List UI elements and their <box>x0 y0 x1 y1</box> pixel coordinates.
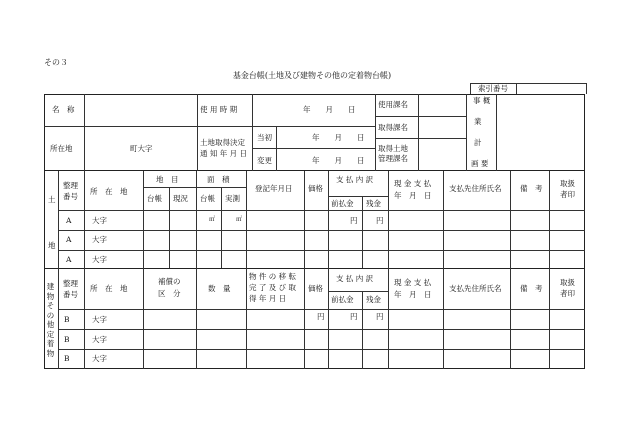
land-mgmt-label-2: 管理課名 <box>378 154 408 163</box>
building-col-compensation-2: 区 分 <box>158 289 181 298</box>
index-number-label: 索引番号 <box>478 84 508 93</box>
building-sub-remaining: 残金 <box>366 295 381 304</box>
building-sub-prepaid: 前払金 <box>331 295 354 304</box>
building-col-seq-2: 番号 <box>63 290 78 299</box>
land-unit-yen: 円 <box>350 216 358 225</box>
land-row-seq: A <box>66 216 72 225</box>
building-row-seq: B <box>64 315 70 324</box>
building-col-seq-1: 整理 <box>63 279 78 288</box>
land-unit-m2: ㎡ <box>236 216 243 223</box>
land-col-area: 面 積 <box>207 175 230 184</box>
change-date: 年 月 日 <box>312 156 365 165</box>
land-row-aza: 大字 <box>92 255 107 264</box>
building-col-payee: 支払先住所氏名 <box>449 284 502 293</box>
land-mgmt-label-1: 取得土地 <box>378 144 408 153</box>
building-row-aza: 大字 <box>92 315 107 324</box>
land-sub-prepaid: 前払金 <box>331 199 354 208</box>
building-col-cash-1: 現 金 支 払 <box>394 278 432 287</box>
building-col-compensation-1: 補償の <box>158 277 181 286</box>
land-col-payment: 支 払 内 訳 <box>336 175 374 184</box>
land-col-chimoku: 地 目 <box>156 175 179 184</box>
building-section-label: 建物その他定着物 <box>46 282 55 358</box>
land-row-aza: 大字 <box>92 235 107 244</box>
page-label: その３ <box>44 58 68 67</box>
decision-label-1: 土地取得決定 <box>200 138 245 147</box>
initial-date: 年 月 日 <box>312 133 365 142</box>
building-col-cash-2: 年 月 日 <box>394 290 432 299</box>
land-sub-ledger2: 台帳 <box>200 194 215 203</box>
land-sub-measured: 実測 <box>225 194 240 203</box>
building-row-aza: 大字 <box>92 354 107 363</box>
land-sub-ledger: 台帳 <box>147 194 162 203</box>
acquire-dept-label: 取得課名 <box>378 123 408 132</box>
decision-label-2: 通 知 年 月 日 <box>200 149 248 158</box>
land-section-label-1: 土 <box>48 195 56 204</box>
name-label: 名 称 <box>52 105 75 114</box>
building-col-price: 価格 <box>308 284 323 293</box>
land-row-seq: A <box>66 235 72 244</box>
land-sub-actual: 現況 <box>173 194 188 203</box>
land-row-aza: 大字 <box>92 216 107 225</box>
business-label-3: 計 <box>474 138 482 147</box>
use-period-date: 年 月 日 <box>303 105 356 114</box>
business-label-1: 事 概 <box>473 96 491 105</box>
name-field[interactable] <box>85 95 196 125</box>
building-unit-yen: 円 <box>376 312 384 321</box>
land-col-cash-1: 現 金 支 払 <box>394 179 432 188</box>
land-sub-remaining: 残金 <box>366 199 381 208</box>
land-col-location: 所 在 地 <box>90 187 128 196</box>
initial-label: 当初 <box>257 133 272 142</box>
land-col-handler-2: 者印 <box>560 190 575 199</box>
building-unit-yen: 円 <box>317 312 325 321</box>
use-period-label: 使 用 時 期 <box>200 105 238 114</box>
building-row-seq: B <box>64 354 70 363</box>
business-label-4: 画 要 <box>471 159 489 168</box>
building-col-location: 所 在 地 <box>90 284 128 293</box>
building-col-remarks: 備 考 <box>520 284 543 293</box>
building-col-transfer-3: 得 年 月 日 <box>249 294 287 303</box>
location-label: 所在地 <box>50 144 73 153</box>
building-col-transfer-1: 物 件 の 移 転 <box>249 272 297 281</box>
land-col-cash-2: 年 月 日 <box>394 191 432 200</box>
land-unit-yen: 円 <box>376 216 384 225</box>
land-col-payee: 支払先住所氏名 <box>449 184 502 193</box>
building-col-handler-2: 者印 <box>560 289 575 298</box>
land-col-handler-1: 取扱 <box>560 179 575 188</box>
land-col-price: 価格 <box>308 184 323 193</box>
building-unit-yen: 円 <box>350 312 358 321</box>
land-row-seq: A <box>66 255 72 264</box>
change-label: 変更 <box>257 156 272 165</box>
land-col-seq-2: 番号 <box>63 192 78 201</box>
building-col-transfer-2: 完 了 及 び 取 <box>249 283 297 292</box>
land-unit-m2: ㎡ <box>209 216 216 223</box>
town-label: 町大字 <box>130 144 153 153</box>
building-row-seq: B <box>64 335 70 344</box>
page-title: 基金台帳(土地及び建物その他の定着物台帳) <box>232 71 392 80</box>
building-col-payment: 支 払 内 訳 <box>336 274 374 283</box>
land-col-seq-1: 整理 <box>63 181 78 190</box>
building-col-handler-1: 取扱 <box>560 278 575 287</box>
land-section-label-2: 地 <box>48 241 56 250</box>
land-col-remarks: 備 考 <box>520 184 543 193</box>
business-label-2: 業 <box>474 117 482 126</box>
building-col-quantity: 数 量 <box>208 284 231 293</box>
use-dept-label: 使用課名 <box>378 100 408 109</box>
building-row-aza: 大字 <box>92 335 107 344</box>
land-col-reg-date: 登記年月日 <box>255 184 293 193</box>
